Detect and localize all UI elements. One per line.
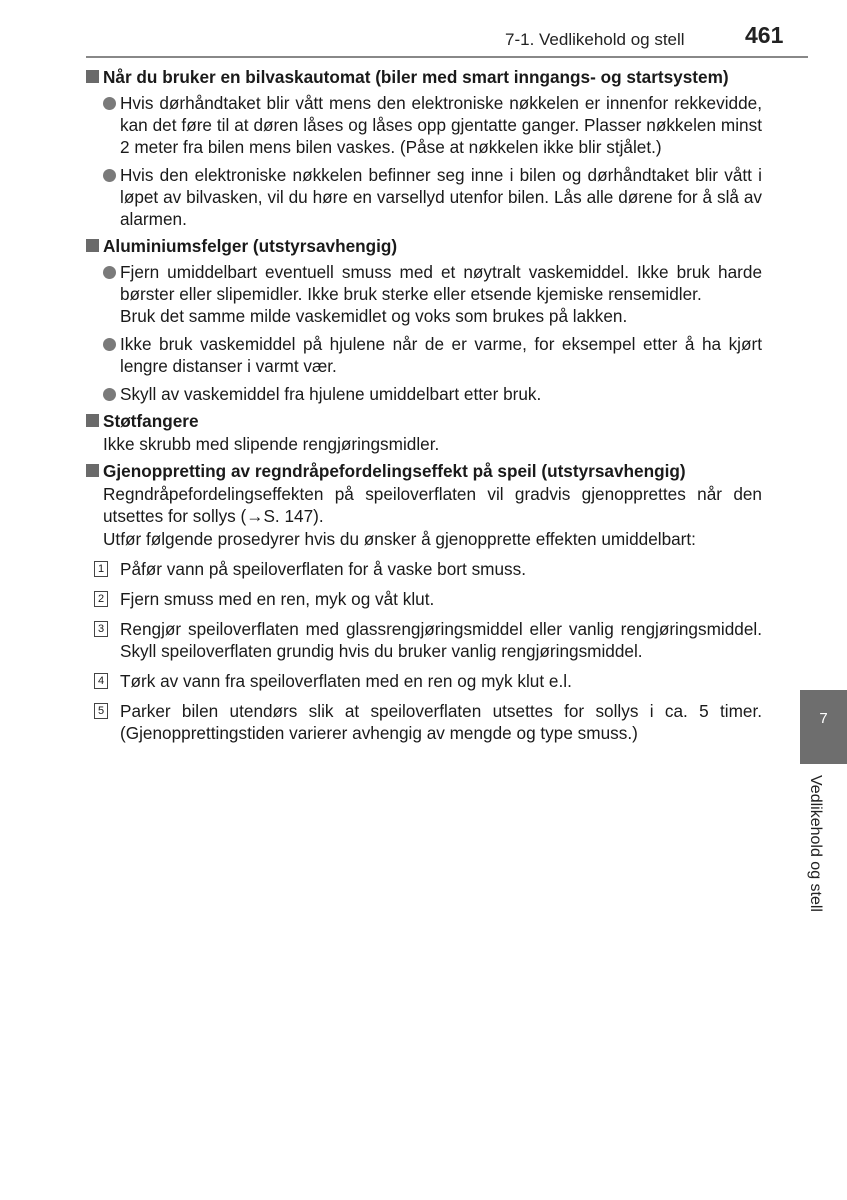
page-number: 461 bbox=[745, 22, 784, 48]
chapter-number: 7 bbox=[819, 710, 828, 727]
step-text: Fjern smuss med en ren, myk og våt klut. bbox=[120, 589, 435, 609]
step-text: Parker bilen utendørs slik at speiloverflaten utsettes for sollys i ca. 5 timer. (Gjenopprettingstiden varierer avhengig av mengde og type smuss.) bbox=[120, 701, 762, 743]
step-number: 4 bbox=[94, 673, 108, 689]
chapter-label: Vedlikehold og stell bbox=[807, 775, 824, 912]
circle-bullet-icon bbox=[103, 338, 116, 351]
step-text: Påfør vann på speiloverflaten for å vaske bort smuss. bbox=[120, 559, 527, 579]
heading-text: Støtfangere bbox=[103, 411, 199, 431]
square-bullet-icon bbox=[86, 414, 99, 427]
step-number: 1 bbox=[94, 561, 108, 577]
section-heading bbox=[86, 460, 762, 482]
step-item bbox=[86, 670, 762, 692]
section-heading bbox=[86, 66, 762, 88]
step-number: 3 bbox=[94, 621, 108, 637]
paragraph: Ikke skrubb med slipende rengjøringsmidler. bbox=[103, 434, 440, 454]
paragraph: Regndråpefordelingseffekten på speiloverflaten vil gradvis gjenopprettes når den utsettes for sollys (→S. 147). bbox=[103, 484, 762, 526]
circle-bullet-icon bbox=[103, 266, 116, 279]
step-number: 5 bbox=[94, 703, 108, 719]
list-item bbox=[86, 261, 762, 327]
list-item-text: Fjern umiddelbart eventuell smuss med et nøytralt vaskemiddel. Ikke bruk harde børster eller slipemidler. Ikke bruk sterke eller etsende kjemiske rensemidler. bbox=[120, 262, 762, 304]
page-content bbox=[86, 66, 762, 744]
list-item bbox=[86, 383, 762, 405]
step-item bbox=[86, 700, 762, 744]
paragraph: Utfør følgende prosedyrer hvis du ønsker å gjenopprette effekten umiddelbart: bbox=[103, 529, 696, 549]
step-number: 2 bbox=[94, 591, 108, 607]
circle-bullet-icon bbox=[103, 97, 116, 110]
step-item bbox=[86, 618, 762, 662]
heading-text: Gjenoppretting av regndråpefordelingseffekt på speil (utstyrsavhengig) bbox=[103, 461, 686, 481]
step-item bbox=[86, 558, 762, 580]
list-item bbox=[86, 164, 762, 230]
list-item-text: Ikke bruk vaskemiddel på hjulene når de er varme, for eksempel etter å ha kjørt lengre distanser i varmt vær. bbox=[120, 334, 762, 376]
list-item-text: Hvis dørhåndtaket blir vått mens den elektroniske nøkkelen er innenfor rekkevidde, kan det føre til at døren låses og låses opp gjentatte ganger. Plasser nøkkelen minst 2 meter fra bilen mens bilen vaskes. (Påse at nøkkelen ikke blir stjålet.) bbox=[120, 93, 762, 157]
list-item-continuation: Bruk det samme milde vaskemidlet og voks som brukes på lakken. bbox=[120, 306, 628, 326]
square-bullet-icon bbox=[86, 464, 99, 477]
list-item bbox=[86, 92, 762, 158]
section-heading bbox=[86, 235, 762, 257]
section-heading bbox=[86, 410, 762, 432]
step-text: Tørk av vann fra speiloverflaten med en ren og myk klut e.l. bbox=[120, 671, 572, 691]
chapter-tab bbox=[800, 690, 847, 764]
list-item-text: Skyll av vaskemiddel fra hjulene umiddelbart etter bruk. bbox=[120, 384, 542, 404]
circle-bullet-icon bbox=[103, 169, 116, 182]
header-divider bbox=[86, 56, 808, 58]
step-item bbox=[86, 588, 762, 610]
circle-bullet-icon bbox=[103, 388, 116, 401]
square-bullet-icon bbox=[86, 70, 99, 83]
list-item-text: Hvis den elektroniske nøkkelen befinner seg inne i bilen og dørhåndtaket blir vått i løpet av bilvasken, vil du høre en varsellyd utenfor bilen. Lås alle dørene for å slå av alarmen. bbox=[120, 165, 762, 229]
square-bullet-icon bbox=[86, 239, 99, 252]
list-item bbox=[86, 333, 762, 377]
heading-text: Aluminiumsfelger (utstyrsavhengig) bbox=[103, 236, 398, 256]
heading-text: Når du bruker en bilvaskautomat (biler med smart inngangs- og startsystem) bbox=[103, 67, 729, 87]
section-title: 7-1. Vedlikehold og stell bbox=[505, 30, 685, 49]
step-text: Rengjør speiloverflaten med glassrengjøringsmiddel eller vanlig rengjøringsmiddel. Skyll speiloverflaten grundig hvis du bruker vanlig rengjøringsmiddel. bbox=[120, 619, 762, 661]
